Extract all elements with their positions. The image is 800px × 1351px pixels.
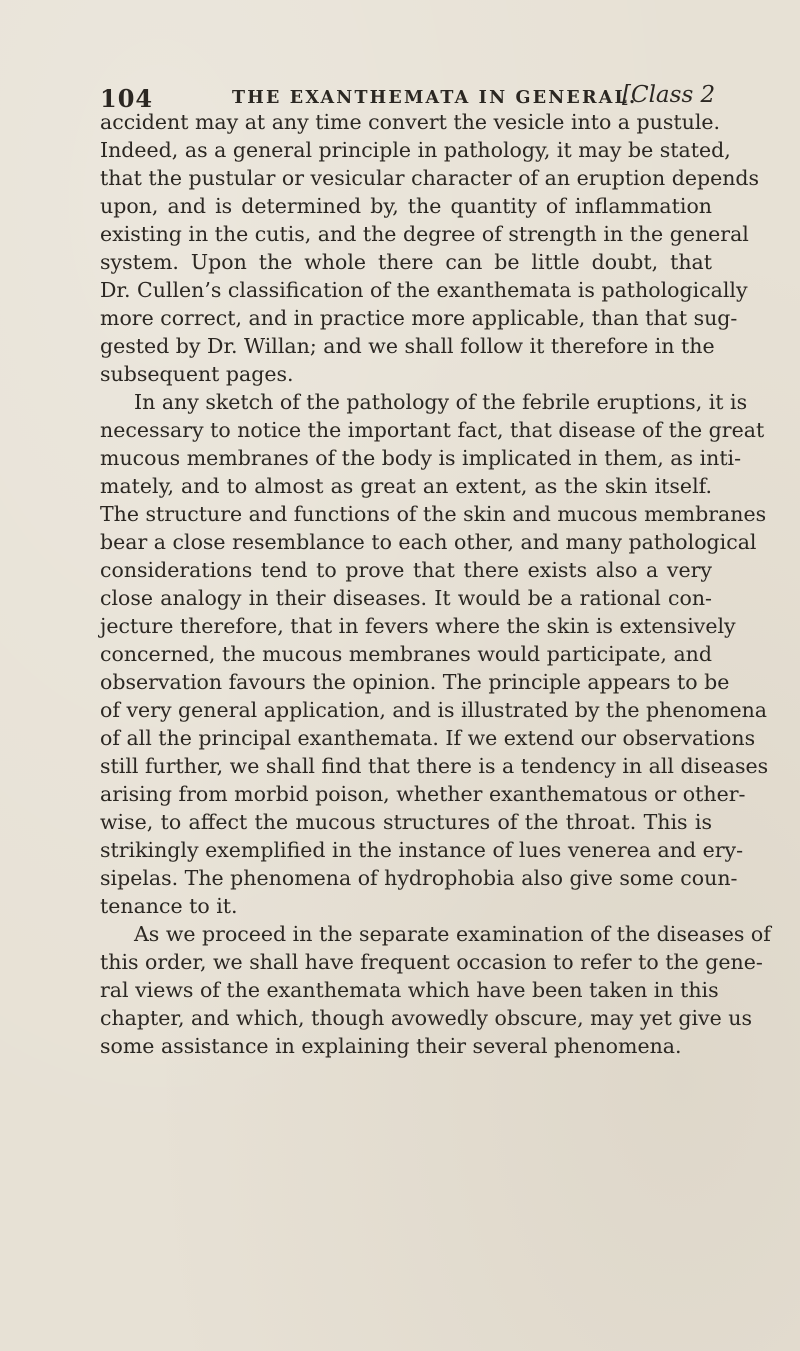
text-line: accident may at any time convert the vesicle into a pustule. bbox=[100, 110, 721, 134]
text-line: jecture therefore, that in fevers where the skin is extensively bbox=[100, 614, 736, 638]
text-line: mucous membranes of the body is implicated in them, as inti- bbox=[100, 446, 742, 470]
text-line: The structure and functions of the skin and mucous membranes bbox=[100, 502, 767, 526]
text-line: system. Upon the whole there can be little doubt, that bbox=[100, 250, 712, 274]
text-line: Indeed, as a general principle in pathology, it may be stated, bbox=[100, 138, 731, 162]
text-line: As we proceed in the separate examination of the diseases of bbox=[134, 922, 771, 946]
text-line: more correct, and in practice more applicable, than that sug- bbox=[100, 306, 738, 330]
text-line: still further, we shall find that there is a tendency in all diseases bbox=[100, 754, 769, 778]
text-line: existing in the cutis, and the degree of strength in the general bbox=[100, 222, 749, 246]
text-line: of all the principal exanthemata. If we extend our observations bbox=[100, 726, 756, 750]
text-line: bear a close resemblance to each other, and many pathological bbox=[100, 530, 757, 554]
text-line: that the pustular or vesicular character of an eruption depends bbox=[100, 166, 760, 190]
text-line: tenance to it. bbox=[100, 894, 238, 918]
body-text bbox=[100, 108, 771, 1060]
paragraph bbox=[100, 108, 760, 388]
text-line: In any sketch of the pathology of the febrile eruptions, it is bbox=[134, 390, 748, 414]
text-line: strikingly exemplified in the instance of lues venerea and ery- bbox=[100, 838, 744, 862]
text-line: of very general application, and is illustrated by the phenomena bbox=[100, 698, 768, 722]
paragraph bbox=[100, 388, 769, 920]
text-line: chapter, and which, though avowedly obscure, may yet give us bbox=[100, 1006, 752, 1030]
text-line: subsequent pages. bbox=[100, 362, 294, 386]
text-line: arising from morbid poison, whether exanthematous or other- bbox=[100, 782, 746, 806]
text-line: some assistance in explaining their several phenomena. bbox=[100, 1034, 682, 1058]
class-marker: [Class 2 bbox=[622, 82, 716, 108]
page-number: 104 bbox=[100, 84, 154, 113]
text-line: close analogy in their diseases. It would be a rational con- bbox=[100, 586, 712, 610]
text-line: sipelas. The phenomena of hydrophobia also give some coun- bbox=[100, 866, 738, 890]
text-line: necessary to notice the important fact, that disease of the great bbox=[100, 418, 765, 442]
text-line: upon, and is determined by, the quantity of inflammation bbox=[100, 194, 712, 218]
text-line: gested by Dr. Willan; and we shall follow it therefore in the bbox=[100, 334, 715, 358]
paragraph bbox=[100, 920, 771, 1060]
running-title: THE EXANTHEMATA IN GENERAL. bbox=[232, 88, 638, 108]
text-line: mately, and to almost as great an extent, as the skin itself. bbox=[100, 474, 712, 498]
text-line: concerned, the mucous membranes would participate, and bbox=[100, 642, 712, 666]
text-line: considerations tend to prove that there exists also a very bbox=[100, 558, 712, 582]
text-line: this order, we shall have frequent occasion to refer to the gene- bbox=[100, 950, 763, 974]
text-line: ral views of the exanthemata which have been taken in this bbox=[100, 978, 719, 1002]
text-line: observation favours the opinion. The principle appears to be bbox=[100, 670, 730, 694]
text-line: wise, to affect the mucous structures of the throat. This is bbox=[100, 810, 712, 834]
text-line: Dr. Cullen’s classification of the exanthemata is pathologically bbox=[100, 278, 748, 302]
